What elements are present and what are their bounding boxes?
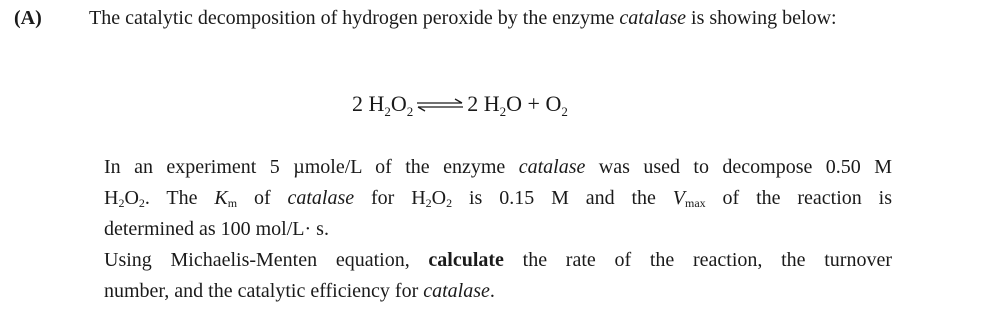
- experiment-line-3: determined as 100 mol/L· s.: [104, 218, 329, 240]
- text-segment: . The: [144, 187, 215, 209]
- km-symbol: K: [214, 187, 228, 209]
- product-o: O + O: [506, 91, 562, 116]
- reactant-sub-o: 2: [406, 104, 414, 119]
- product-sub-o: 2: [561, 104, 568, 119]
- text-segment: of the reaction is: [705, 187, 892, 209]
- intro-enzyme-name: catalase: [619, 7, 687, 29]
- paragraph-experiment: [104, 152, 892, 245]
- subscript: 2: [446, 196, 453, 210]
- text-segment: was used to decompose 0.50 M: [585, 156, 892, 178]
- problem-body: [104, 152, 892, 307]
- subscript: 2: [138, 196, 145, 210]
- text-segment: is 0.15 M and the: [452, 187, 673, 209]
- product-sub-h: 2: [499, 104, 507, 119]
- calculate-keyword: calculate: [428, 249, 504, 271]
- text-segment: O: [431, 187, 447, 209]
- text-segment: In an experiment 5 µmole/L of the enzyme: [104, 156, 519, 178]
- paragraph-task: [104, 245, 892, 307]
- enzyme-name: catalase: [423, 280, 490, 302]
- text-segment: H: [104, 187, 119, 209]
- enzyme-name: catalase: [287, 187, 355, 209]
- task-line-2: [104, 276, 892, 307]
- question-label: (A): [14, 7, 42, 29]
- intro-text-end: is showing below:: [686, 7, 837, 29]
- vmax-symbol: V: [672, 187, 685, 209]
- enzyme-name: catalase: [518, 156, 586, 178]
- subscript: 2: [425, 196, 432, 210]
- equilibrium-arrow-icon: [415, 97, 465, 113]
- km-subscript: m: [227, 196, 238, 210]
- reactant: [352, 90, 413, 118]
- vmax-subscript: max: [685, 196, 706, 210]
- text-segment: .: [489, 280, 495, 302]
- text-segment: the rate of the reaction, the turnover: [503, 249, 892, 271]
- product-h: 2 H: [467, 91, 500, 116]
- products: [467, 90, 568, 118]
- reaction-equation: [352, 90, 568, 118]
- text-segment: for H: [354, 187, 426, 209]
- text-segment: Using Michaelis-Menten equation,: [104, 249, 429, 271]
- text-segment: number, and the catalytic efficiency for: [104, 280, 424, 302]
- experiment-line-2: [104, 183, 892, 214]
- reactant-h: 2 H: [352, 91, 385, 116]
- question-intro: [89, 5, 909, 31]
- subscript: 2: [118, 196, 125, 210]
- intro-text-start: The catalytic decomposition of hydrogen peroxide by the enzyme: [89, 7, 620, 29]
- reactant-o: O: [390, 91, 407, 116]
- reactant-sub-h: 2: [384, 104, 391, 119]
- text-segment: of: [237, 187, 288, 209]
- text-segment: O: [124, 187, 139, 209]
- experiment-line-1: [104, 152, 892, 183]
- task-line-1: [104, 245, 892, 276]
